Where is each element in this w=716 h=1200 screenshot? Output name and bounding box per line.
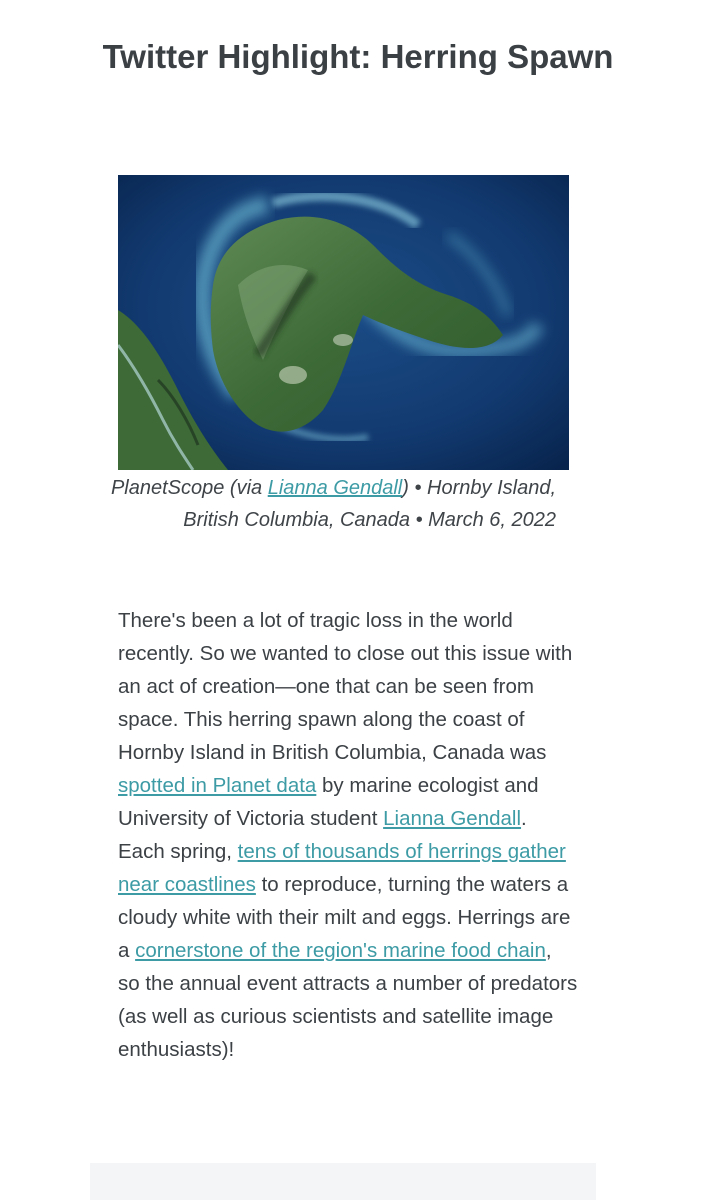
article-body bbox=[118, 604, 578, 1066]
body-text-2: by marine ecologist and University of Victoria student bbox=[118, 774, 539, 830]
image-caption bbox=[100, 472, 556, 536]
body-text-1: There's been a lot of tragic loss in the world recently. So we wanted to close out this issue with an act of creation—one that can be seen from space. This herring spawn along the coast of Hornby Island in British Columbia, Canada was bbox=[118, 609, 573, 764]
caption-suffix: ) • Hornby Island, British Columbia, Canada • March 6, 2022 bbox=[183, 477, 556, 531]
body-text-3: . Each spring, bbox=[118, 807, 527, 863]
caption-author-link[interactable]: Lianna Gendall bbox=[267, 477, 403, 499]
article-title: Twitter Highlight: Herring Spawn bbox=[102, 38, 614, 75]
body-text-5: , so the annual event attracts a number of predators (as well as curious scientists and satellite image enthusiasts)! bbox=[118, 939, 578, 1061]
body-text-4: to reproduce, turning the waters a cloudy white with their milt and eggs. Herrings are a bbox=[118, 873, 571, 962]
satellite-image bbox=[118, 175, 569, 470]
food-chain-link[interactable]: cornerstone of the region's marine food chain bbox=[135, 939, 546, 962]
caption-prefix: PlanetScope (via bbox=[110, 477, 268, 499]
spotted-link[interactable]: spotted in Planet data bbox=[118, 774, 317, 797]
herrings-gather-link[interactable]: tens of thousands of herrings gather near coastlines bbox=[118, 840, 566, 896]
author-link[interactable]: Lianna Gendall bbox=[383, 807, 522, 830]
footer-strip bbox=[90, 1163, 596, 1200]
